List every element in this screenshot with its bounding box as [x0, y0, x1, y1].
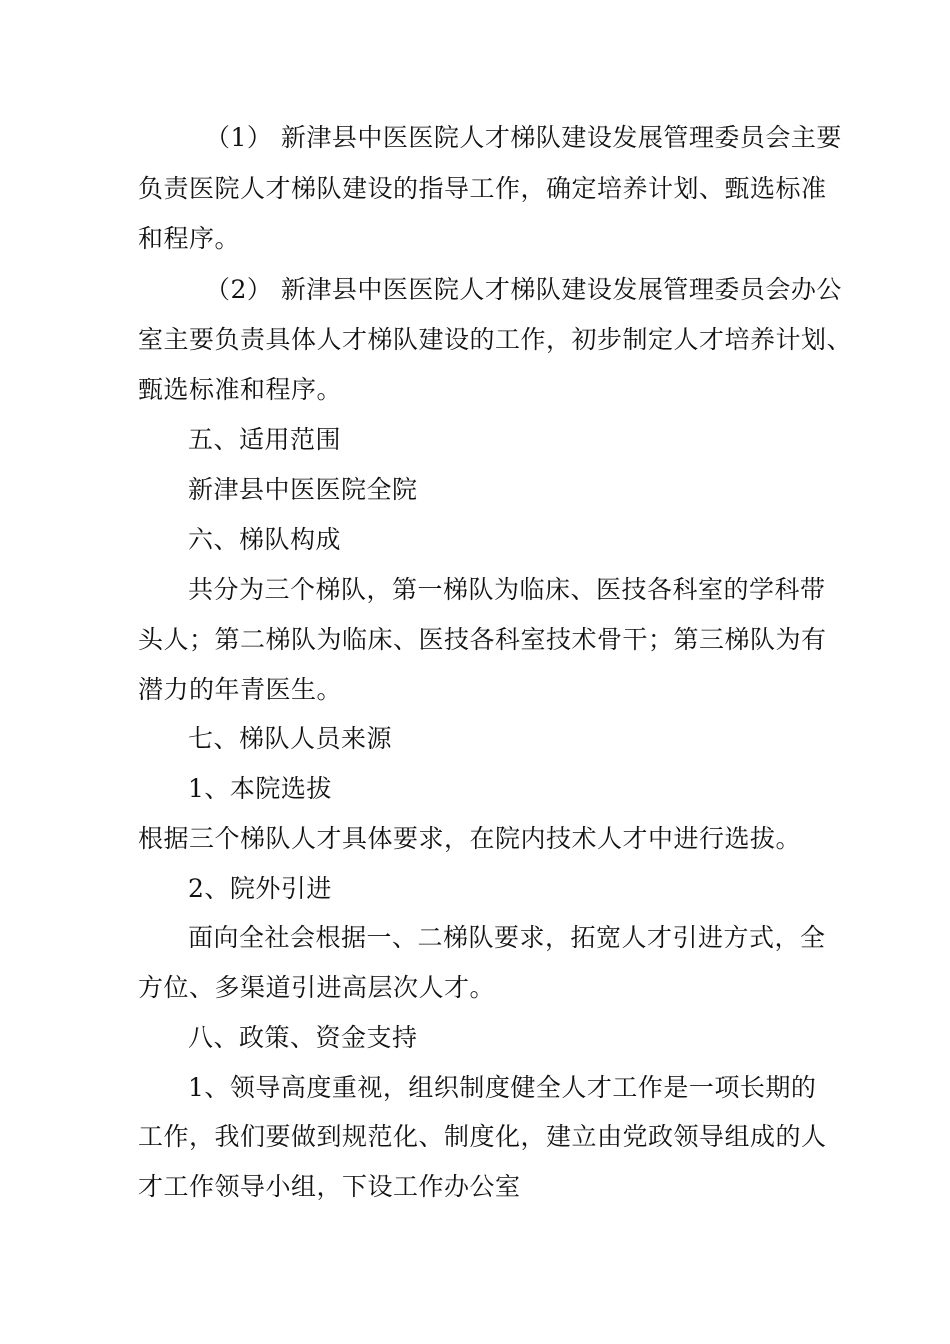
composition-line-2: 头人；第二梯队为临床、医技各科室技术骨干；第三梯队为有: [138, 625, 827, 654]
paragraph-1-line-3: 和程序。: [138, 224, 241, 253]
external-recruitment-line-2: 方位、多渠道引进高层次人才。: [138, 973, 496, 1002]
policy-line-1: 1、领导高度重视，组织制度健全人才工作是一项长期的: [188, 1073, 817, 1102]
internal-selection-text: 根据三个梯队人才具体要求，在院内技术人才中进行选拔。: [138, 824, 802, 853]
subheading-internal-selection: 1、本院选拔: [188, 774, 332, 803]
section-heading-composition: 六、梯队构成: [188, 525, 342, 554]
policy-line-2: 工作，我们要做到规范化、制度化，建立由党政领导组成的人: [138, 1122, 827, 1151]
paragraph-2-line-3: 甄选标准和程序。: [138, 375, 343, 404]
composition-line-3: 潜力的年青医生。: [138, 675, 343, 704]
paragraph-2-line-1: （2） 新津县中医医院人才梯队建设发展管理委员会办公: [205, 275, 842, 304]
composition-line-1: 共分为三个梯队，第一梯队为临床、医技各科室的学科带: [188, 575, 826, 604]
paragraph-1-line-1: （1） 新津县中医医院人才梯队建设发展管理委员会主要: [205, 123, 842, 152]
scope-text: 新津县中医医院全院: [188, 475, 418, 504]
external-recruitment-line-1: 面向全社会根据一、二梯队要求，拓宽人才引进方式，全: [188, 923, 826, 952]
policy-line-3: 才工作领导小组，下设工作办公室: [138, 1172, 521, 1201]
section-heading-scope: 五、适用范围: [188, 425, 342, 454]
section-heading-policy: 八、政策、资金支持: [188, 1023, 418, 1052]
paragraph-2-line-2: 室主要负责具体人才梯队建设的工作，初步制定人才培养计划、: [138, 325, 853, 354]
section-heading-sources: 七、梯队人员来源: [188, 724, 393, 753]
subheading-external-recruitment: 2、院外引进: [188, 874, 332, 903]
paragraph-1-line-2: 负责医院人才梯队建设的指导工作，确定培养计划、甄选标准: [138, 174, 827, 203]
